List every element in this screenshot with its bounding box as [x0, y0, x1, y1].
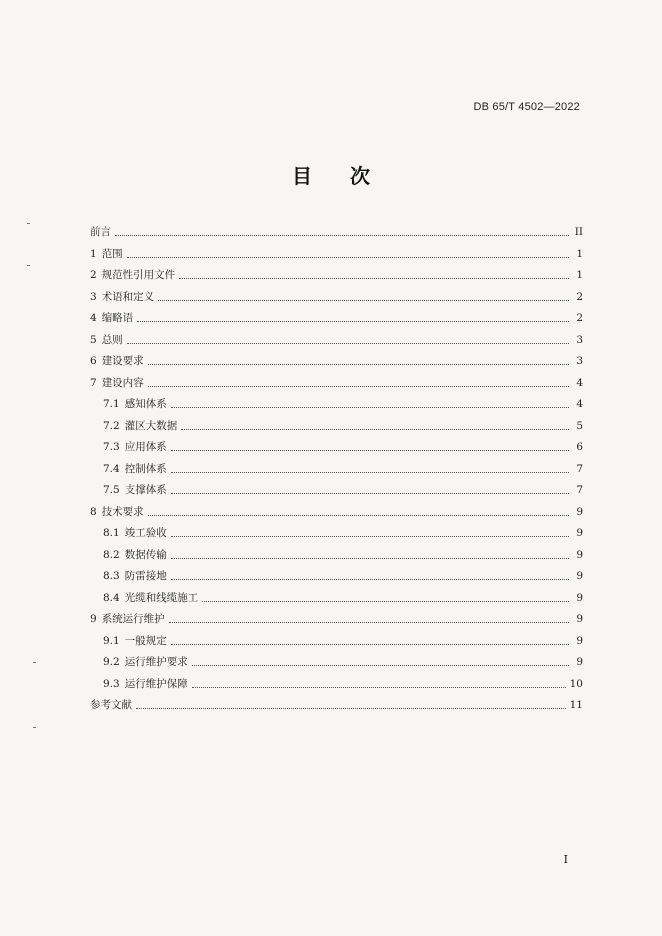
toc-entry-page: II	[574, 226, 583, 238]
toc-entry-text: 灌区大数据	[124, 419, 178, 432]
toc-entry-number: 9.1	[103, 634, 120, 647]
toc-entry-number: 8.4	[103, 591, 120, 604]
toc-entry-label	[90, 569, 167, 583]
toc-entry	[90, 563, 583, 583]
toc-dot-leader	[192, 687, 566, 688]
toc-entry-label	[90, 354, 144, 368]
toc-entry-text: 一般规定	[124, 634, 167, 647]
toc-dot-leader	[171, 536, 569, 537]
toc-entry-page: 4	[576, 398, 583, 410]
toc-entry-label	[90, 440, 167, 454]
toc-entry-number: 8.1	[103, 527, 120, 539]
toc-entry-page: 2	[576, 312, 583, 324]
toc-entry-number: 7.3	[103, 441, 120, 453]
toc-entry	[90, 370, 583, 390]
toc-entry	[90, 606, 583, 626]
toc-entry-text: 建设内容	[101, 376, 144, 389]
toc-entry	[90, 520, 583, 540]
toc-entry-text: 前言	[90, 226, 111, 238]
toc-dot-leader	[171, 644, 569, 645]
title-char-2: 次	[350, 164, 370, 188]
toc-dot-leader	[148, 515, 569, 516]
toc-entry-text: 总则	[101, 333, 123, 346]
toc-dot-leader	[171, 407, 569, 408]
toc-entry-text: 防雷接地	[124, 570, 167, 582]
toc-entry-page: 5	[576, 419, 583, 432]
toc-entry-page: 9	[576, 548, 583, 561]
toc-entry-text: 支撑体系	[124, 484, 167, 496]
toc-entry-number: 7	[90, 376, 97, 389]
scan-mark	[27, 265, 30, 266]
toc-entry-label	[90, 376, 144, 390]
toc-entry-label	[90, 462, 167, 476]
toc-entry-number: 5	[90, 333, 97, 346]
toc-entry-text: 规范性引用文件	[101, 269, 176, 281]
toc-entry	[90, 585, 583, 605]
title-char-1: 目	[292, 164, 312, 188]
toc-entry-label	[90, 333, 123, 347]
toc-entry-number: 9.3	[103, 677, 120, 690]
toc-entry-text: 运行维护保障	[124, 677, 188, 690]
page-title	[0, 160, 662, 189]
toc-entry-label	[90, 268, 175, 282]
scan-mark	[33, 662, 36, 663]
toc-entry-text: 竣工验收	[124, 527, 167, 539]
toc-entry-page: 9	[576, 656, 583, 668]
toc-dot-leader	[127, 257, 569, 258]
toc-entry-label	[90, 677, 188, 691]
toc-entry	[90, 305, 583, 325]
toc-entry-number: 9	[90, 613, 97, 625]
toc-entry-number: 7.5	[103, 484, 120, 496]
toc-entry-page: 1	[576, 247, 583, 260]
toc-entry-text: 应用体系	[124, 441, 167, 453]
toc-dot-leader	[148, 386, 569, 387]
toc-entry-page: 3	[576, 355, 583, 367]
toc-entry-text: 技术要求	[101, 505, 144, 518]
toc-entry-label	[90, 526, 167, 540]
toc-entry-page: 9	[576, 570, 583, 582]
toc-dot-leader	[169, 622, 569, 623]
scan-mark	[27, 223, 30, 224]
toc-entry	[90, 413, 583, 433]
toc-entry-page: 9	[576, 634, 583, 647]
toc-dot-leader	[148, 364, 569, 365]
toc-entry-label	[90, 634, 167, 648]
toc-entry-text: 光缆和线缆施工	[124, 591, 199, 604]
toc-entry-text: 范围	[101, 247, 123, 260]
toc-entry-page: 9	[576, 613, 583, 625]
toc-dot-leader	[137, 321, 569, 322]
toc-entry-label	[90, 612, 165, 626]
toc-entry-number: 8.2	[103, 548, 120, 561]
toc-entry-number: 7.2	[103, 419, 120, 432]
toc-entry-label	[90, 548, 167, 562]
toc-entry-page: 7	[576, 484, 583, 496]
toc-dot-leader	[171, 558, 569, 559]
toc-entry-page: 2	[576, 290, 583, 303]
toc-entry-page: 4	[576, 376, 583, 389]
toc-dot-leader	[136, 708, 566, 709]
toc-entry-number: 8.3	[103, 570, 120, 582]
toc-entry-page: 1	[576, 269, 583, 281]
toc-entry-text: 感知体系	[124, 398, 167, 410]
document-code: DB 65/T 4502—2022	[473, 101, 580, 113]
toc-entry	[90, 692, 583, 712]
toc-entry	[90, 456, 583, 476]
toc-dot-leader	[127, 343, 569, 344]
toc-entry-page: 9	[576, 527, 583, 539]
toc-entry-label	[90, 655, 188, 669]
toc-entry	[90, 649, 583, 669]
toc-entry-label	[90, 419, 177, 433]
toc-entry-page: 11	[569, 699, 583, 711]
toc-entry-label	[90, 290, 154, 304]
toc-entry-text: 参考文献	[90, 699, 132, 711]
toc-entry	[90, 241, 583, 261]
toc-entry	[90, 434, 583, 454]
toc-entry	[90, 542, 583, 562]
toc-entry	[90, 628, 583, 648]
toc-entry-label	[90, 698, 132, 712]
toc-dot-leader	[179, 278, 569, 279]
toc-entry-label	[90, 225, 111, 239]
toc-entry-number: 7.4	[103, 462, 120, 475]
toc-entry-label	[90, 397, 167, 411]
toc-entry-label	[90, 505, 144, 519]
toc-entry	[90, 499, 583, 519]
toc-entry-text: 术语和定义	[101, 290, 155, 303]
toc-entry-text: 缩略语	[101, 312, 134, 324]
toc-dot-leader	[158, 300, 569, 301]
toc-dot-leader	[115, 235, 569, 236]
toc-entry-number: 8	[90, 505, 97, 518]
toc-dot-leader	[202, 601, 569, 602]
toc-entry-page: 3	[576, 333, 583, 346]
toc-entry-text: 数据传输	[124, 548, 167, 561]
toc-entry-page: 9	[576, 591, 583, 604]
toc-entry-label	[90, 247, 123, 261]
toc-dot-leader	[171, 579, 569, 580]
scan-mark	[33, 727, 36, 728]
toc-entry	[90, 219, 583, 239]
toc-entry-page: 7	[576, 462, 583, 475]
toc-entry-number: 3	[90, 290, 97, 303]
toc-entry-text: 运行维护要求	[124, 656, 188, 668]
toc-entry	[90, 671, 583, 691]
toc-dot-leader	[192, 665, 569, 666]
toc-entry-label	[90, 483, 167, 497]
toc-dot-leader	[171, 493, 569, 494]
toc-entry	[90, 391, 583, 411]
toc-entry-number: 2	[90, 269, 97, 281]
toc-entry	[90, 477, 583, 497]
toc-entry-label	[90, 591, 198, 605]
toc-entry-text: 控制体系	[124, 462, 167, 475]
toc-dot-leader	[171, 450, 569, 451]
toc-dot-leader	[171, 472, 569, 473]
toc-entry-text: 建设要求	[101, 355, 144, 367]
toc-entry-label	[90, 311, 133, 325]
toc-entry-number: 9.2	[103, 656, 120, 668]
toc-entry	[90, 284, 583, 304]
toc-entry-number: 1	[90, 247, 97, 260]
toc-entry-text: 系统运行维护	[101, 613, 165, 625]
toc-dot-leader	[181, 429, 569, 430]
toc-entry	[90, 348, 583, 368]
toc-entry	[90, 262, 583, 282]
toc-entry-page: 6	[576, 441, 583, 453]
page-number: I	[563, 853, 568, 866]
toc-entry-page: 9	[576, 505, 583, 518]
toc-entry-number: 7.1	[103, 398, 120, 410]
toc-entry-number: 6	[90, 355, 97, 367]
toc-entry-page: 10	[569, 677, 583, 690]
toc-entry	[90, 327, 583, 347]
toc-entry-number: 4	[90, 312, 97, 324]
